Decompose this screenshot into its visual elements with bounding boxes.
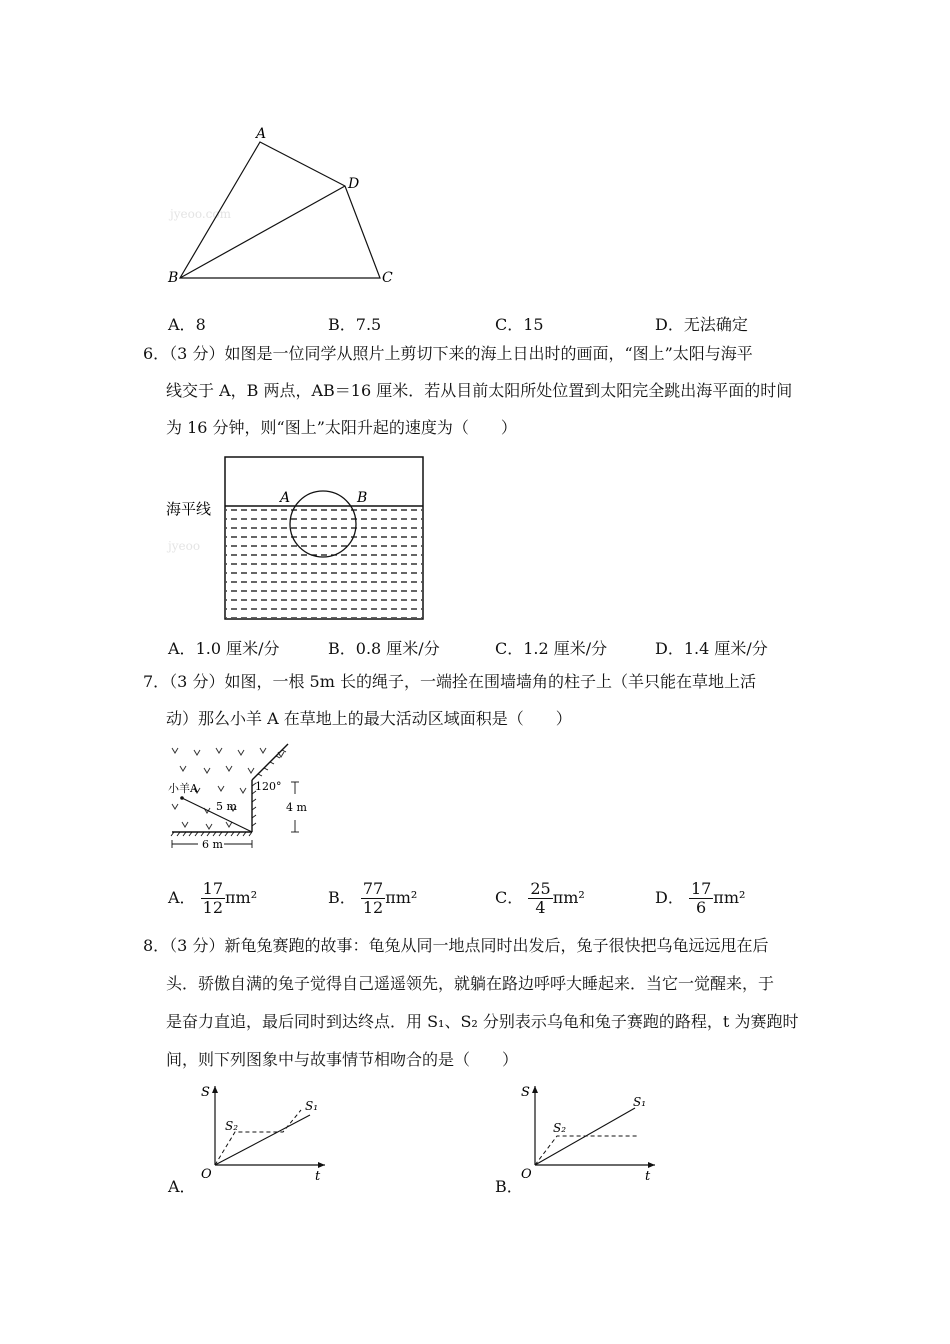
option-text: 1.4 厘米/分 (683, 639, 768, 658)
option-text: 15 (523, 315, 544, 334)
option-unit: πm² (385, 888, 418, 907)
fraction-denominator: 12 (202, 898, 224, 917)
label-a: A (280, 490, 291, 506)
q8-option-a[interactable] (168, 1174, 196, 1197)
q6-stem-line-3: 为 16 分钟，则“图上”太阳升起的速度为（ ） (166, 418, 517, 437)
label-s1: S₁ (305, 1099, 319, 1113)
option-letter: A． (168, 1177, 196, 1196)
axis-label-t: t (315, 1169, 321, 1184)
q5-option-d[interactable] (655, 312, 748, 335)
q7-stem-line-1: 7．（3 分）如图，一根 5m 长的绳子，一端拴在围墙墙角的柱子上（羊只能在草地上活 (143, 672, 756, 691)
sea-area (226, 507, 422, 618)
option-text: 7.5 (355, 315, 382, 334)
option-letter: B． (495, 1177, 523, 1196)
option-fraction (201, 880, 225, 917)
option-fraction (689, 880, 713, 917)
q8-stem-line-2: 头．骄傲自满的兔子觉得自己遥遥领先，就躺在路边呼呼大睡起来．当它一觉醒来，于 (166, 974, 775, 993)
option-text: 8 (195, 315, 206, 334)
label-s2: S₂ (553, 1121, 567, 1135)
origin-label: O (521, 1167, 532, 1182)
q5-quadrilateral-figure (160, 120, 410, 295)
fraction-denominator: 6 (696, 898, 707, 917)
q8-option-b[interactable] (495, 1174, 523, 1197)
q5-option-c[interactable] (495, 312, 544, 335)
option-letter: C． (495, 315, 524, 334)
axis-label-s: S (521, 1085, 530, 1100)
option-letter: D． (655, 639, 684, 658)
rabbit-line-s2 (535, 1136, 637, 1165)
option-letter: D． (655, 888, 684, 907)
option-letter: A． (168, 639, 196, 658)
q8-stem-line-4: 间，则下列图象中与故事情节相吻合的是（ ） (166, 1050, 519, 1069)
q7-option-a[interactable] (168, 880, 257, 917)
q6-stem-line-1: 6．（3 分）如图是一位同学从照片上剪切下来的海上日出时的画面，“图上”太阳与海平 (143, 344, 753, 363)
option-text: 1.2 厘米/分 (523, 639, 608, 658)
q8-stem-line-1: 8．（3 分）新龟兔赛跑的故事：龟兔从同一地点同时出发后，兔子很快把乌龟远远甩在后 (143, 936, 769, 955)
option-letter: B． (328, 639, 356, 658)
axis-label-t: t (645, 1169, 651, 1184)
sheep-label: 小羊A (168, 782, 198, 795)
label-d: D (348, 176, 360, 192)
option-text: 无法确定 (683, 315, 748, 334)
q8-graph-a (195, 1080, 335, 1185)
q8-graph-b (515, 1080, 665, 1185)
label-b: B (357, 490, 368, 506)
option-letter: D． (655, 315, 684, 334)
label-a: A (256, 126, 267, 142)
option-letter: C． (495, 639, 524, 658)
q8-stem-line-3: 是奋力直追，最后同时到达终点．用 S₁、S₂ 分别表示乌龟和兔子赛跑的路程，t 为赛跑时 (166, 1012, 799, 1031)
fraction-numerator: 17 (690, 879, 712, 898)
q7-option-d[interactable] (655, 880, 745, 917)
option-letter: A． (168, 888, 196, 907)
width-label: 6 m (202, 838, 223, 851)
fraction-numerator: 25 (530, 879, 551, 898)
label-c: C (382, 270, 393, 286)
rope-length-label: 5 m (216, 800, 237, 813)
option-letter: B． (328, 888, 356, 907)
q7-option-b[interactable] (328, 880, 417, 917)
q6-option-c[interactable] (495, 636, 607, 659)
option-fraction (528, 880, 552, 917)
option-unit: πm² (552, 888, 585, 907)
q6-option-b[interactable] (328, 636, 440, 659)
option-unit: πm² (225, 888, 258, 907)
fraction-denominator: 4 (535, 898, 546, 917)
q6-option-a[interactable] (168, 636, 280, 659)
q6-sunrise-figure (160, 452, 430, 624)
q5-option-a[interactable] (168, 312, 206, 335)
fraction-numerator: 17 (202, 879, 224, 898)
q7-option-c[interactable] (495, 880, 585, 917)
height-label: 4 m (286, 801, 307, 814)
option-letter: C． (495, 888, 524, 907)
q6-watermark: jyeoo (168, 539, 201, 553)
option-letter: A． (168, 315, 196, 334)
label-s1: S₁ (633, 1095, 647, 1109)
option-text: 0.8 厘米/分 (355, 639, 440, 658)
diagonal-bd (180, 186, 345, 278)
fraction-denominator: 12 (362, 898, 384, 917)
q6-option-d[interactable] (655, 636, 768, 659)
axis-label-s: S (201, 1085, 210, 1100)
slanted-hatch (258, 750, 286, 776)
option-letter: B． (328, 315, 356, 334)
q7-stem-line-2: 动）那么小羊 A 在草地上的最大活动区域面积是（ ） (166, 709, 572, 728)
sea-level-label: 海平线 (166, 500, 212, 518)
q6-stem-line-2: 线交于 A，B 两点，AB＝16 厘米．若从目前太阳所处位置到太阳完全跳出海平面的时间 (166, 381, 793, 400)
label-b: B (168, 270, 179, 286)
angle-label: 120° (255, 780, 282, 793)
option-fraction (361, 880, 385, 917)
option-unit: πm² (713, 888, 746, 907)
q7-sheep-figure (160, 740, 320, 858)
sheep-point (180, 796, 184, 800)
fraction-numerator: 77 (362, 879, 384, 898)
q5-option-b[interactable] (328, 312, 381, 335)
label-s2: S₂ (225, 1119, 239, 1133)
q5-watermark: jyeoo.com (170, 207, 231, 221)
origin-label: O (201, 1167, 212, 1182)
option-text: 1.0 厘米/分 (195, 639, 280, 658)
